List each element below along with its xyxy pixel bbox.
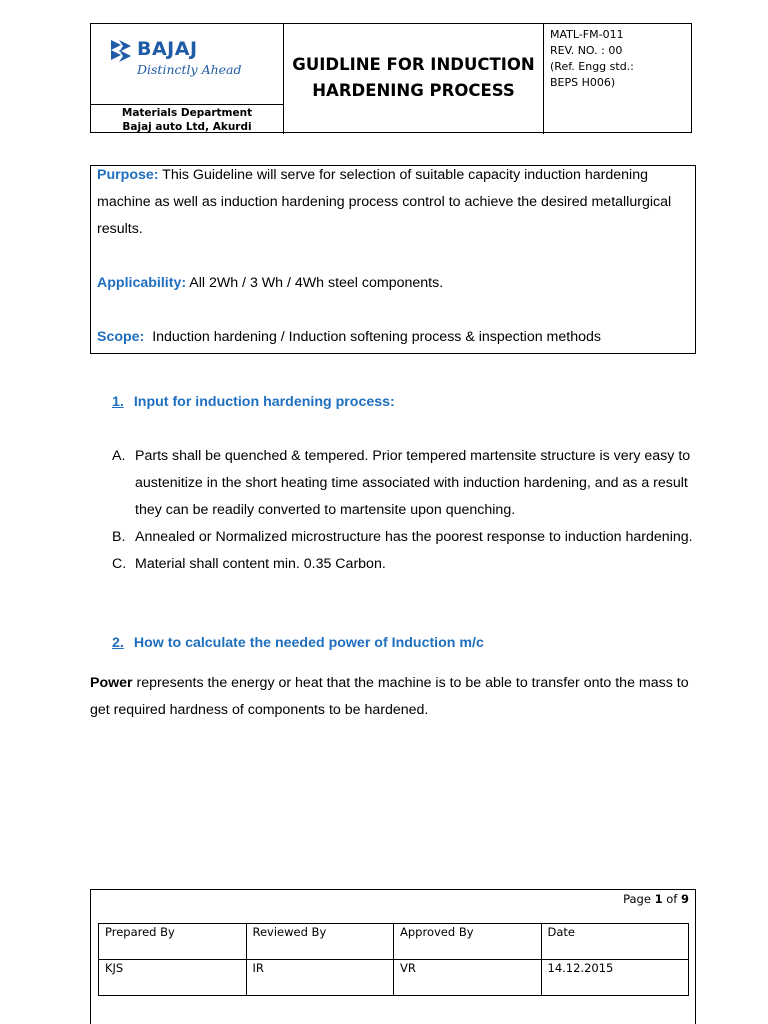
title-line-1: GUIDLINE FOR INDUCTION [292, 55, 535, 74]
power-lead: Power [90, 675, 133, 691]
bajaj-emblem-icon [109, 38, 133, 64]
purpose-label: Purpose: [97, 167, 159, 183]
reference-standard-line-2: BEPS H006) [550, 76, 616, 89]
current-page: 1 [654, 892, 663, 906]
document-title [284, 24, 544, 134]
department-name: Materials Department [121, 107, 253, 119]
section-2-number: 2. [112, 635, 124, 651]
list-item-text: Annealed or Normalized microstructure has the poorest response to induction hardening. [135, 529, 693, 545]
approval-table [98, 923, 689, 996]
list-item-text: Parts shall be quenched & tempered. Prior tempered martensite structure is very easy to austenitize in the short heating time associated with induction hardening, and as a result they can be readily converted to martensite upon quenching. [135, 448, 691, 518]
applicability-text: All 2Wh / 3 Wh / 4Wh steel components. [186, 275, 444, 291]
document-header [90, 23, 692, 133]
scope-label: Scope: [97, 329, 145, 345]
purpose-paragraph [97, 162, 689, 243]
logo-tagline: Distinctly Ahead [137, 62, 242, 77]
department-cell [91, 104, 284, 134]
bajaj-logo [109, 38, 242, 77]
logo-wordmark: BAJAJ [137, 38, 198, 60]
section-1-heading [112, 394, 395, 410]
list-item [112, 551, 702, 578]
total-pages: 9 [680, 892, 689, 906]
section-2-heading [112, 635, 484, 651]
applicability-paragraph [97, 270, 689, 297]
page-number: Page 1 of 9 [623, 892, 689, 906]
purpose-box [90, 165, 696, 354]
list-item [112, 443, 702, 524]
date-header: Date [541, 924, 689, 960]
list-marker: A. [112, 448, 126, 464]
title-line-2: HARDENING PROCESS [312, 81, 515, 100]
date-value: 14.12.2015 [541, 960, 689, 996]
reviewed-by-value: IR [246, 960, 394, 996]
list-marker: C. [112, 556, 127, 572]
section-1-number: 1. [112, 394, 124, 410]
form-number: MATL-FM-011 [550, 28, 624, 41]
applicability-label: Applicability: [97, 275, 187, 291]
reference-standard-line-1: (Ref. Engg std.: [550, 60, 634, 73]
purpose-text: This Guideline will serve for selection of suitable capacity induction hardening machine as well as induction hardening process control to achieve the desired metallurgical results. [97, 167, 672, 237]
approved-by-header: Approved By [394, 924, 542, 960]
section-2-title: How to calculate the needed power of Induction m/c [133, 635, 484, 651]
company-location: Bajaj auto Ltd, Akurdi [122, 121, 252, 133]
logo-cell [91, 24, 284, 104]
section-1-list [112, 443, 702, 578]
list-item [112, 524, 702, 551]
approved-by-value: VR [394, 960, 542, 996]
list-item-text: Material shall content min. 0.35 Carbon. [135, 556, 386, 572]
power-paragraph [90, 670, 690, 724]
scope-paragraph [97, 324, 689, 351]
list-marker: B. [112, 529, 126, 545]
revision-number: REV. NO. : 00 [550, 44, 623, 57]
prepared-by-header: Prepared By [99, 924, 247, 960]
table-row [99, 924, 689, 960]
section-1-title: Input for induction hardening process: [133, 394, 395, 410]
power-text: represents the energy or heat that the machine is to be able to transfer onto the mass to get required hardness of components to be hardened. [90, 675, 689, 718]
document-footer [90, 889, 696, 1024]
scope-text: Induction hardening / Induction softening process & inspection methods [144, 329, 601, 345]
prepared-by-value: KJS [99, 960, 247, 996]
table-row [99, 960, 689, 996]
reviewed-by-header: Reviewed By [246, 924, 394, 960]
reference-cell [544, 24, 692, 134]
